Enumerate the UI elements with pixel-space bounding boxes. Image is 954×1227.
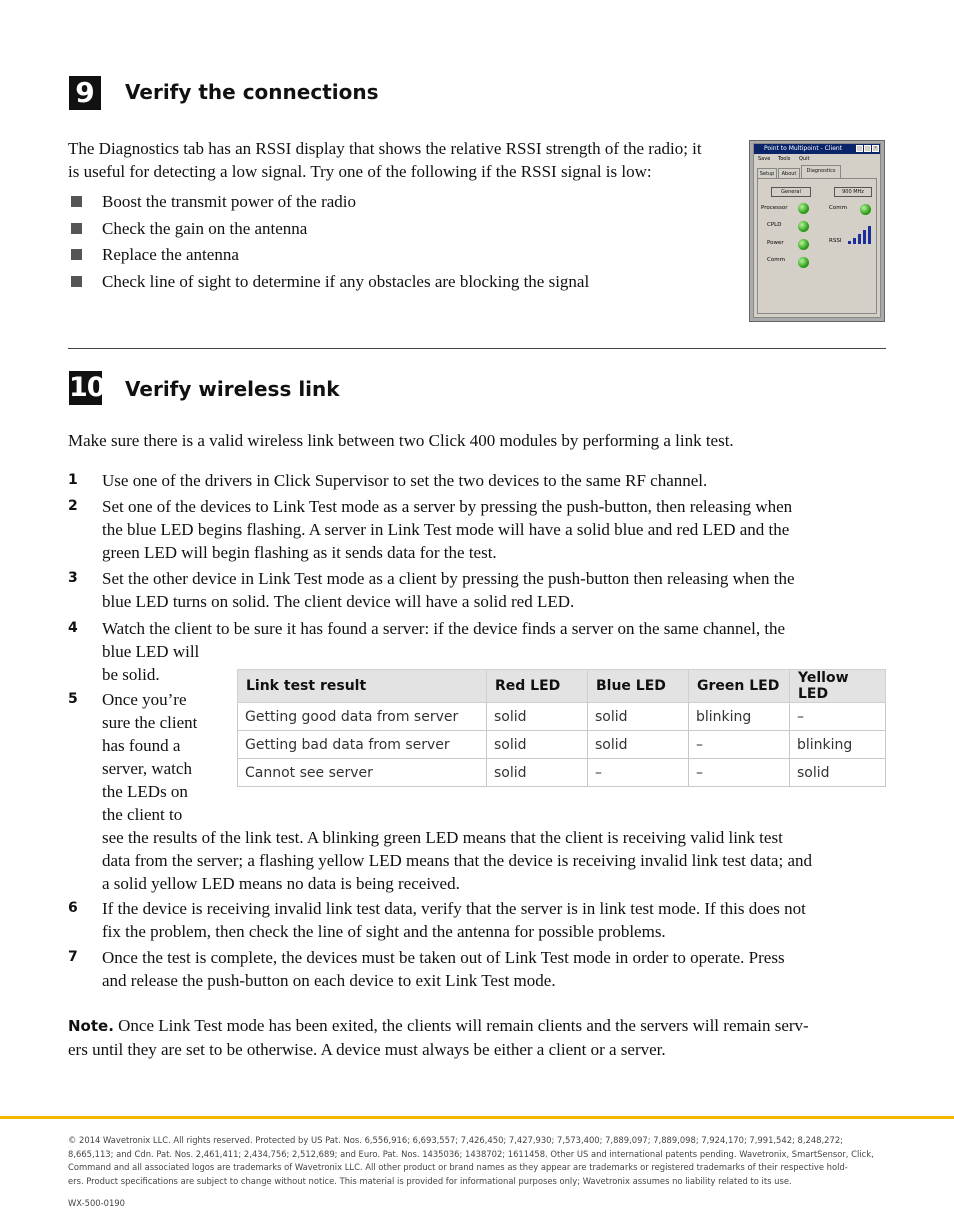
table-cell: Getting good data from server: [238, 703, 487, 731]
menu-tools: Tools: [778, 156, 791, 162]
section-number: 10: [69, 372, 105, 403]
step-number: 5: [68, 691, 78, 707]
menu-save: Save: [758, 156, 771, 162]
step-text: Set one of the devices to Link Test mode as a server by pressing the push-button, then releasing when the blue LED begins flashing. A server in Link Test mode will have a solid blue and red LED and the green LED will begin flashing as it sends data for the test.: [102, 497, 793, 562]
comm-led-icon: [798, 257, 809, 268]
table-cell: solid: [790, 759, 886, 787]
section-title: Verify the connections: [125, 80, 379, 104]
step-text: Once the test is complete, the devices must be taken out of Link Test mode in order to operate. Press and release the push-button on each device to exit Link Test mode.: [102, 948, 785, 990]
note-paragraph: [68, 1014, 898, 1061]
intro-line: is useful for detecting a low signal. Try one of the following if the RSSI signal is low:: [68, 162, 652, 181]
table-cell: –: [689, 759, 790, 787]
table-cell: –: [689, 731, 790, 759]
table-row: [238, 703, 886, 731]
diagnostics-panel: [757, 178, 877, 314]
square-bullet-icon: [71, 276, 82, 287]
window-title: Point to Multipoint - Client: [754, 144, 880, 154]
link-test-table: [237, 669, 886, 787]
label-processor: Processor: [761, 205, 788, 211]
table-cell: blinking: [790, 731, 886, 759]
table-cell: –: [588, 759, 689, 787]
general-button: General: [771, 187, 811, 197]
column-header: Yellow LED: [790, 670, 886, 703]
section-number: 9: [69, 76, 101, 110]
column-header: Red LED: [487, 670, 588, 703]
rssi-bar-icon: [863, 230, 866, 244]
cpld-led-icon: [798, 221, 809, 232]
table-row: [238, 731, 886, 759]
table-row: [238, 759, 886, 787]
intro-line: The Diagnostics tab has an RSSI display that shows the relative RSSI strength of the radio; it: [68, 139, 702, 158]
label-rssi: RSSI: [829, 238, 842, 244]
frequency-button: 900 MHz: [834, 187, 872, 197]
comm-right-led-icon: [860, 204, 871, 215]
step-number: 7: [68, 949, 78, 965]
step-number: 1: [68, 472, 78, 488]
step-number: 6: [68, 900, 78, 916]
column-header: Green LED: [689, 670, 790, 703]
table-cell: solid: [588, 731, 689, 759]
diagnostics-screenshot: [749, 140, 885, 322]
section-intro: Make sure there is a valid wireless link between two Click 400 modules by performing a link test.: [68, 431, 734, 450]
tab-about: About: [778, 168, 800, 178]
step-number: 2: [68, 498, 78, 514]
table-cell: –: [790, 703, 886, 731]
table-cell: solid: [487, 759, 588, 787]
document-id: WX-500-0190: [68, 1198, 125, 1208]
note-text: ers until they are set to be otherwise. A device must always be either a client or a server.: [68, 1040, 666, 1059]
section-title: Verify wireless link: [125, 377, 340, 401]
tab-diagnostics: Diagnostics: [801, 165, 841, 178]
step-text: Once you’re sure the client has found a server, watch the LEDs on the client to see the results of the link test. A blinking green LED means that the client is receiving valid link test data from the server; a flashing yellow LED means that the device is receiving invalid link test data; and a solid yellow LED means no data is being received.: [102, 690, 812, 893]
table-cell: solid: [487, 731, 588, 759]
table-cell: solid: [487, 703, 588, 731]
label-cpld: CPLD: [767, 222, 782, 228]
rssi-bar-icon: [848, 241, 851, 244]
table-cell: Cannot see server: [238, 759, 487, 787]
label-comm-right: Comm: [829, 205, 847, 211]
step-text: Set the other device in Link Test mode as a client by pressing the push-button then releasing when the blue LED turns on solid. The client device will have a solid red LED.: [102, 569, 795, 611]
maximize-icon: [864, 145, 871, 152]
label-power: Power: [767, 240, 784, 246]
square-bullet-icon: [71, 223, 82, 234]
note-text: Once Link Test mode has been exited, the clients will remain clients and the servers will remain serv-: [118, 1016, 809, 1035]
rssi-bar-icon: [853, 238, 856, 244]
menu-quit: Quit: [799, 156, 810, 162]
column-header: Link test result: [238, 670, 487, 703]
minimize-icon: [856, 145, 863, 152]
rssi-bar-icon: [868, 226, 871, 244]
square-bullet-icon: [71, 196, 82, 207]
footer-accent-rule: [0, 1116, 954, 1119]
table-cell: blinking: [689, 703, 790, 731]
section-divider: [68, 348, 886, 349]
window-body: [753, 143, 881, 318]
step-text: If the device is receiving invalid link test data, verify that the server is in link test mode. If this does not fix the problem, then check the line of sight and the antenna for possible problems.: [102, 899, 806, 941]
legal-notice: © 2014 Wavetronix LLC. All rights reserved. Protected by US Pat. Nos. 6,556,916; 6,693,557; 7,426,450; 7,427,930; 7,573,400; 7,889,097; 7,889,098; 7,924,170; 7,991,542; 8,248,272; 8,665,113; and Cdn. Pat. Nos. 2,461,411; 2,434,756; 2,512,689; and Euro. Pat. Nos. 1435036; 1438702; 1611458. Other US and international patents pending. Wavetronix, SmartSensor, Click, Command and all associated logos are trademarks of Wavetronix LLC. All other product or brand names as they appear are trademarks or registered trademarks of their respective hold- ers. Product specifications are subject to change without notice. This material is provided for informational purposes only; Wavetronix assumes no liability related to its use.: [68, 1135, 874, 1186]
intro-paragraph: [68, 137, 738, 183]
processor-led-icon: [798, 203, 809, 214]
tab-setup: Setup: [757, 168, 777, 178]
step-number: 3: [68, 570, 78, 586]
rssi-bar-icon: [858, 234, 861, 244]
column-header: Blue LED: [588, 670, 689, 703]
step-text: Watch the client to be sure it has found a server: if the device finds a server on the same channel, the blue LED will be solid.: [102, 619, 786, 684]
label-comm: Comm: [767, 257, 785, 263]
square-bullet-icon: [71, 249, 82, 260]
note-label: Note.: [68, 1017, 114, 1035]
step-text: Use one of the drivers in Click Supervisor to set the two devices to the same RF channel.: [102, 471, 708, 490]
close-icon: ×: [872, 145, 879, 152]
table-cell: Getting bad data from server: [238, 731, 487, 759]
power-led-icon: [798, 239, 809, 250]
step-number: 4: [68, 620, 78, 636]
table-header-row: [238, 670, 886, 703]
table-cell: solid: [588, 703, 689, 731]
